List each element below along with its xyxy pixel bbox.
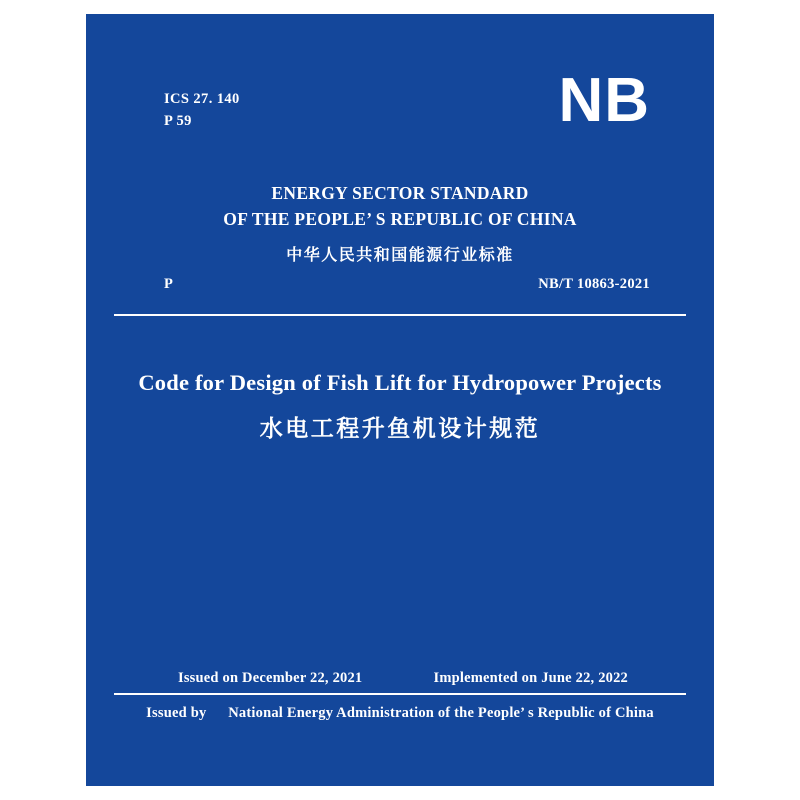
issued-by-label: Issued by: [146, 705, 207, 721]
ics-number: ICS 27. 140: [164, 91, 240, 107]
issued-date: Issued on December 22, 2021: [178, 670, 363, 686]
standard-name-english-line2: OF THE PEOPLE’ S REPUBLIC OF CHINA: [223, 209, 577, 230]
standard-name-english-line1: ENERGY SECTOR STANDARD: [271, 183, 529, 203]
ics-category-code: P 59: [164, 113, 192, 130]
dates-row: [114, 670, 686, 687]
classification-code: P: [164, 276, 174, 292]
issued-by-row: [86, 705, 714, 722]
ics-classification-block: [164, 88, 240, 133]
standard-cover: [86, 14, 714, 786]
nb-logo: NB: [558, 66, 650, 135]
standard-name-chinese: 中华人民共和国能源行业标准: [286, 245, 514, 264]
code-row: [114, 276, 686, 293]
document-title-chinese: 水电工程升鱼机设计规范: [259, 416, 541, 442]
implemented-date: Implemented on June 22, 2022: [433, 670, 628, 686]
document-title-english: Code for Design of Fish Lift for Hydropower Projects: [138, 370, 662, 395]
issuing-organization: National Energy Administration of the People’ s Republic of China: [228, 705, 654, 721]
standard-name-english: [86, 180, 714, 233]
divider-top: [114, 314, 686, 316]
standard-number: NB/T 10863-2021: [538, 276, 650, 292]
divider-bottom: [114, 693, 686, 695]
